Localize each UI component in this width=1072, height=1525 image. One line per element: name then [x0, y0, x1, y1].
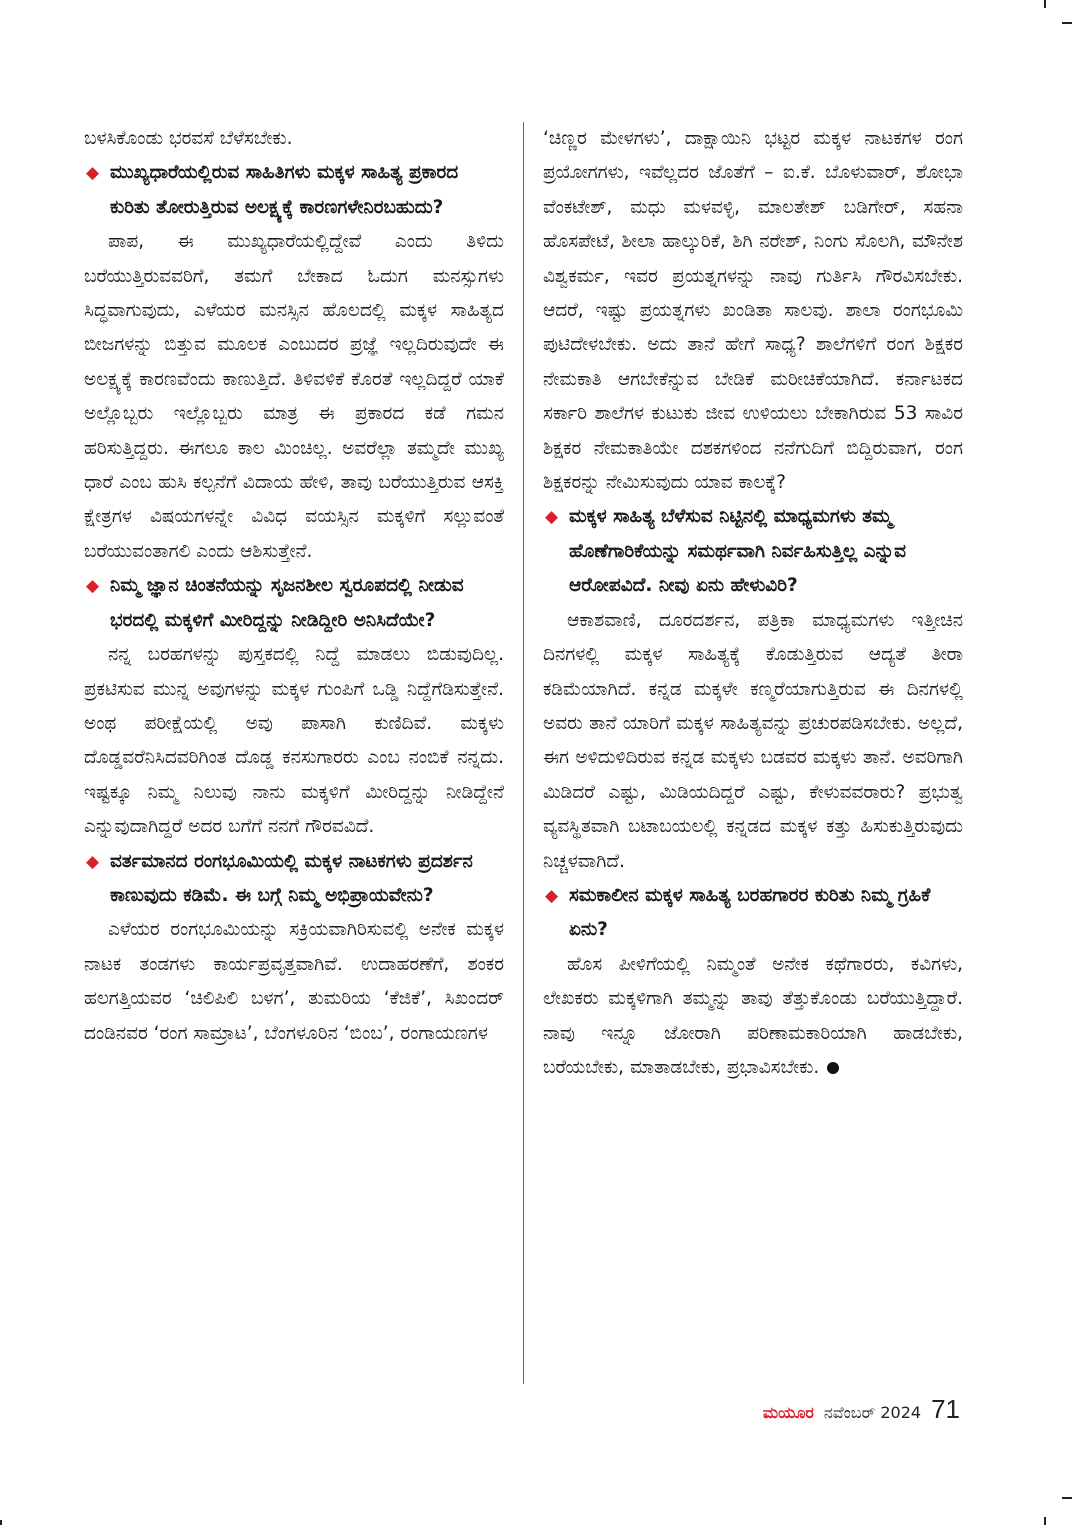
interview-question [84, 156, 504, 225]
paragraph-text: ಹೊಸ ಪೀಳಿಗೆಯಲ್ಲಿ ನಿಮ್ಮಂತೆ ಅನೇಕ ಕಥೆಗಾರರು, ಕವಿಗಳು, ಲೇಖಕರು ಮಕ್ಕಳಿಗಾಗಿ ತಮ್ಮನ್ನು ತಾವು ತೆತ್ತುಕೊಂಡು ಬರೆಯುತ್ತಿದ್ದಾರೆ. ನಾವು ಇನ್ನೂ ಜೋರಾಗಿ ಪರಿಣಾಮಕಾರಿಯಾಗಿ ಹಾಡಬೇಕು, ಬರೆಯಬೇಕು, ಮಾತಾಡಬೇಕು, ಪ್ರಭಾವಿಸಬೇಕು. [543, 953, 963, 1078]
interview-question [84, 845, 504, 914]
left-column [84, 122, 504, 1051]
answer-paragraph [543, 122, 963, 500]
diamond-bullet-icon: ◆ [545, 885, 559, 906]
paragraph-text: ಬಳಸಿಕೊಂಡು ಭರವಸೆ ಬೆಳೆಸಬೇಕು. [84, 128, 293, 149]
answer-paragraph [84, 225, 504, 569]
paragraph-text: ಆಕಾಶವಾಣಿ, ದೂರದರ್ಶನ, ಪತ್ರಿಕಾ ಮಾಧ್ಯಮಗಳು ಇತ್ತೀಚಿನ ದಿನಗಳಲ್ಲಿ ಮಕ್ಕಳ ಸಾಹಿತ್ಯಕ್ಕೆ ಕೊಡುತ್ತಿರುವ ಆದ್ಯತೆ ತೀರಾ ಕಡಿಮೆಯಾಗಿದೆ. ಕನ್ನಡ ಮಕ್ಕಳೇ ಕಣ್ಮರೆಯಾಗುತ್ತಿರುವ ಈ ದಿನಗಳಲ್ಲಿ ಅವರು ತಾನೆ ಯಾರಿಗೆ ಮಕ್ಕಳ ಸಾಹಿತ್ಯವನ್ನು ಪ್ರಚುರಪಡಿಸಬೇಕು. ಅಲ್ಲದೆ, ಈಗ ಅಳಿದುಳಿದಿರುವ ಕನ್ನಡ ಮಕ್ಕಳು ಬಡವರ ಮಕ್ಕಳು ತಾನೆ. ಅವರಿಗಾಗಿ ಮಿಡಿದರೆ ಎಷ್ಟು, ಮಿಡಿಯದಿದ್ದರೆ ಎಷ್ಟು, ಕೇಳುವವರಾರು? ಪ್ರಭುತ್ವ ವ್ಯವಸ್ಥಿತವಾಗಿ ಬಟಾಬಯಲಲ್ಲಿ ಕನ್ನಡದ ಮಕ್ಕಳ ಕತ್ತು ಹಿಸುಕುತ್ತಿರುವುದು ನಿಚ್ಚಳವಾಗಿದೆ. [543, 609, 963, 872]
magazine-name: ಮಯೂರ [762, 1403, 814, 1422]
question-text: ವರ್ತಮಾನದ ರಂಗಭೂಮಿಯಲ್ಲಿ ಮಕ್ಕಳ ನಾಟಕಗಳು ಪ್ರದರ್ಶನ ಕಾಣುವುದು ಕಡಿಮೆ. ಈ ಬಗ್ಗೆ ನಿಮ್ಮ ಅಭಿಪ್ರಾಯವೇನು? [110, 850, 473, 906]
paragraph-text: ಪಾಪ, ಈ ಮುಖ್ಯಧಾರೆಯಲ್ಲಿದ್ದೇವೆ ಎಂದು ತಿಳಿದು ಬರೆಯುತ್ತಿರುವವರಿಗೆ, ತಮಗೆ ಬೇಕಾದ ಓದುಗ ಮನಸ್ಸುಗಳು ಸಿದ್ಧವಾಗುವುದು, ಎಳೆಯರ ಮನಸ್ಸಿನ ಹೊಲದಲ್ಲಿ ಮಕ್ಕಳ ಸಾಹಿತ್ಯದ ಬೀಜಗಳನ್ನು ಬಿತ್ತುವ ಮೂಲಕ ಎಂಬುದರ ಪ್ರಜ್ಞೆ ಇಲ್ಲದಿರುವುದೇ ಈ ಅಲಕ್ಷ್ಯಕ್ಕೆ ಕಾರಣವೆಂದು ಕಾಣುತ್ತಿದೆ. ತಿಳಿವಳಿಕೆ ಕೊರತೆ ಇಲ್ಲದಿದ್ದರೆ ಯಾಕೆ ಅಲ್ಲೊಬ್ಬರು ಇಲ್ಲೊಬ್ಬರು ಮಾತ್ರ ಈ ಪ್ರಕಾರದ ಕಡೆ ಗಮನ ಹರಿಸುತ್ತಿದ್ದರು. ಈಗಲೂ ಕಾಲ ಮಿಂಚಿಲ್ಲ. ಅವರೆಲ್ಲಾ ತಮ್ಮದೇ ಮುಖ್ಯ ಧಾರೆ ಎಂಬ ಹುಸಿ ಕಲ್ಪನೆಗೆ ವಿದಾಯ ಹೇಳಿ, ತಾವು ಬರೆಯುತ್ತಿರುವ ಆಸಕ್ತಿ ಕ್ಷೇತ್ರಗಳ ವಿಷಯಗಳನ್ನೇ ವಿವಿಧ ವಯಸ್ಸಿನ ಮಕ್ಕಳಿಗೆ ಸಲ್ಲುವಂತೆ ಬರೆಯುವಂತಾಗಲಿ ಎಂದು ಆಶಿಸುತ್ತೇನೆ. [84, 231, 504, 562]
paragraph-text: ‘ಚಿಣ್ಣರ ಮೇಳಗಳು’, ದಾಕ್ಷಾಯಿನಿ ಭಟ್ಟರ ಮಕ್ಕಳ ನಾಟಕಗಳ ರಂಗ ಪ್ರಯೋಗಗಳು, ಇವೆಲ್ಲದರ ಜೊತೆಗೆ – ಐ.ಕೆ. ಬೊಳುವಾರ್, ಶೋಭಾ ವೆಂಕಟೇಶ್, ಮಧು ಮಳವಳ್ಳಿ, ಮಾಲತೇಶ್ ಬಡಿಗೇರ್, ಸಹನಾ ಹೊಸಪೇಟೆ, ಶೀಲಾ ಹಾಲ್ಕುರಿಕೆ, ಶಿಗಿ ನರೇಶ್, ನಿಂಗು ಸೊಲಗಿ, ಮೌನೇಶ ವಿಶ್ವಕರ್ಮ, ಇವರ ಪ್ರಯತ್ನಗಳನ್ನು ನಾವು ಗುರ್ತಿಸಿ ಗೌರವಿಸಬೇಕು. ಆದರೆ, ಇಷ್ಟು ಪ್ರಯತ್ನಗಳು ಖಂಡಿತಾ ಸಾಲವು. ಶಾಲಾ ರಂಗಭೂಮಿ ಪುಟಿದೇಳಬೇಕು. ಅದು ತಾನೆ ಹೇಗೆ ಸಾಧ್ಯ? ಶಾಲೆಗಳಿಗೆ ರಂಗ ಶಿಕ್ಷಕರ ನೇಮಕಾತಿ ಆಗಬೇಕೆನ್ನುವ ಬೇಡಿಕೆ ಮರೀಚಿಕೆಯಾಗಿದೆ. ಕರ್ನಾಟಕದ ಸರ್ಕಾರಿ ಶಾಲೆಗಳ ಕುಟುಕು ಜೀವ ಉಳಿಯಲು ಬೇಕಾಗಿರುವ 53 ಸಾವಿರ ಶಿಕ್ಷಕರ ನೇಮಕಾತಿಯೇ ದಶಕಗಳಿಂದ ನನೆಗುದಿಗೆ ಬಿದ್ದಿರುವಾಗ, ರಂಗ ಶಿಕ್ಷಕರನ್ನು ನೇಮಿಸುವುದು ಯಾವ ಕಾಲಕ್ಕೆ? [543, 128, 963, 494]
diamond-bullet-icon: ◆ [545, 507, 559, 528]
interview-question [543, 879, 963, 948]
diamond-bullet-icon: ◆ [86, 576, 100, 597]
answer-paragraph [543, 604, 963, 879]
question-text: ಮುಖ್ಯಧಾರೆಯಲ್ಲಿರುವ ಸಾಹಿತಿಗಳು ಮಕ್ಕಳ ಸಾಹಿತ್ಯ ಪ್ರಕಾರದ ಕುರಿತು ತೋರುತ್ತಿರುವ ಅಲಕ್ಷ್ಯಕ್ಕೆ ಕಾರಣಗಳೇನಿರಬಹುದು? [110, 162, 459, 218]
question-text: ಮಕ್ಕಳ ಸಾಹಿತ್ಯ ಬೆಳೆಸುವ ನಿಟ್ಟಿನಲ್ಲಿ ಮಾಧ್ಯಮಗಳು ತಮ್ಮ ಹೊಣೆಗಾರಿಕೆಯನ್ನು ಸಮರ್ಥವಾಗಿ ನಿರ್ವಹಿಸುತ್ತಿಲ್ಲ ಎನ್ನುವ ಆರೋಪವಿದೆ. ನೀವು ಏನು ಹೇಳುವಿರಿ? [569, 506, 907, 597]
question-text: ನಿಮ್ಮ ಜ್ಞಾನ ಚಿಂತನೆಯನ್ನು ಸೃಜನಶೀಲ ಸ್ವರೂಪದಲ್ಲಿ ನೀಡುವ ಭರದಲ್ಲಿ ಮಕ್ಕಳಿಗೆ ಮೀರಿದ್ದನ್ನು ನೀಡಿದ್ದೀರಿ ಅನಿಸಿದೆಯೇ? [110, 575, 464, 631]
answer-paragraph [84, 122, 504, 156]
page-footer [763, 1394, 960, 1425]
answer-paragraph [84, 638, 504, 844]
end-of-article-dot-icon [827, 1062, 839, 1074]
crop-mark [1062, 1497, 1072, 1499]
interview-question [543, 500, 963, 603]
crop-mark [0, 1520, 2, 1525]
issue-date: ನವೆಂಬರ್ 2024 [823, 1403, 922, 1422]
answer-paragraph [84, 913, 504, 1051]
answer-paragraph [543, 948, 963, 1086]
paragraph-text: ನನ್ನ ಬರಹಗಳನ್ನು ಪುಸ್ತಕದಲ್ಲಿ ನಿದ್ದೆ ಮಾಡಲು ಬಿಡುವುದಿಲ್ಲ. ಪ್ರಕಟಿಸುವ ಮುನ್ನ ಅವುಗಳನ್ನು ಮಕ್ಕಳ ಗುಂಪಿಗೆ ಒಡ್ಡಿ ನಿದ್ದೆಗೆಡಿಸುತ್ತೇನೆ. ಅಂಥ ಪರೀಕ್ಷೆಯಲ್ಲಿ ಅವು ಪಾಸಾಗಿ ಕುಣಿದಿವೆ. ಮಕ್ಕಳು ದೊಡ್ಡವರೆನಿಸಿದವರಿಗಿಂತ ದೊಡ್ಡ ಕನಸುಗಾರರು ಎಂಬ ನಂಬಿಕೆ ನನ್ನದು. ಇಷ್ಟಕ್ಕೂ ನಿಮ್ಮ ನಿಲುವು ನಾನು ಮಕ್ಕಳಿಗೆ ಮೀರಿದ್ದನ್ನು ನೀಡಿದ್ದೇನೆ ಎನ್ನುವುದಾಗಿದ್ದರೆ ಅದರ ಬಗೆಗೆ ನನಗೆ ಗೌರವವಿದೆ. [84, 644, 504, 838]
column-divider [523, 122, 524, 1384]
page-number: 71 [931, 1394, 960, 1424]
crop-mark [1062, 22, 1072, 24]
diamond-bullet-icon: ◆ [86, 163, 100, 184]
crop-mark [1044, 0, 1046, 8]
question-text: ಸಮಕಾಲೀನ ಮಕ್ಕಳ ಸಾಹಿತ್ಯ ಬರಹಗಾರರ ಕುರಿತು ನಿಮ್ಮ ಗ್ರಹಿಕೆ ಏನು? [569, 884, 931, 941]
crop-mark [1044, 1517, 1046, 1525]
interview-question [84, 569, 504, 638]
right-column [543, 122, 963, 1085]
paragraph-text: ಎಳೆಯರ ರಂಗಭೂಮಿಯನ್ನು ಸಕ್ರಿಯವಾಗಿರಿಸುವಲ್ಲಿ ಅನೇಕ ಮಕ್ಕಳ ನಾಟಕ ತಂಡಗಳು ಕಾರ್ಯಪ್ರವೃತ್ತವಾಗಿವೆ. ಉದಾಹರಣೆಗೆ, ಶಂಕರ ಹಲಗತ್ತಿಯವರ ‘ಚಿಲಿಪಿಲಿ ಬಳಗ’, ತುಮರಿಯ ‘ಕೆಜಿಕೆ’, ಸಿಖಂದರ್ ದಂಡಿನವರ ‘ರಂಗ ಸಾಮ್ರಾಟ’, ಬೆಂಗಳೂರಿನ ‘ಬಿಂಬ’, ರಂಗಾಯಣಗಳ [84, 919, 504, 1044]
diamond-bullet-icon: ◆ [86, 851, 100, 872]
